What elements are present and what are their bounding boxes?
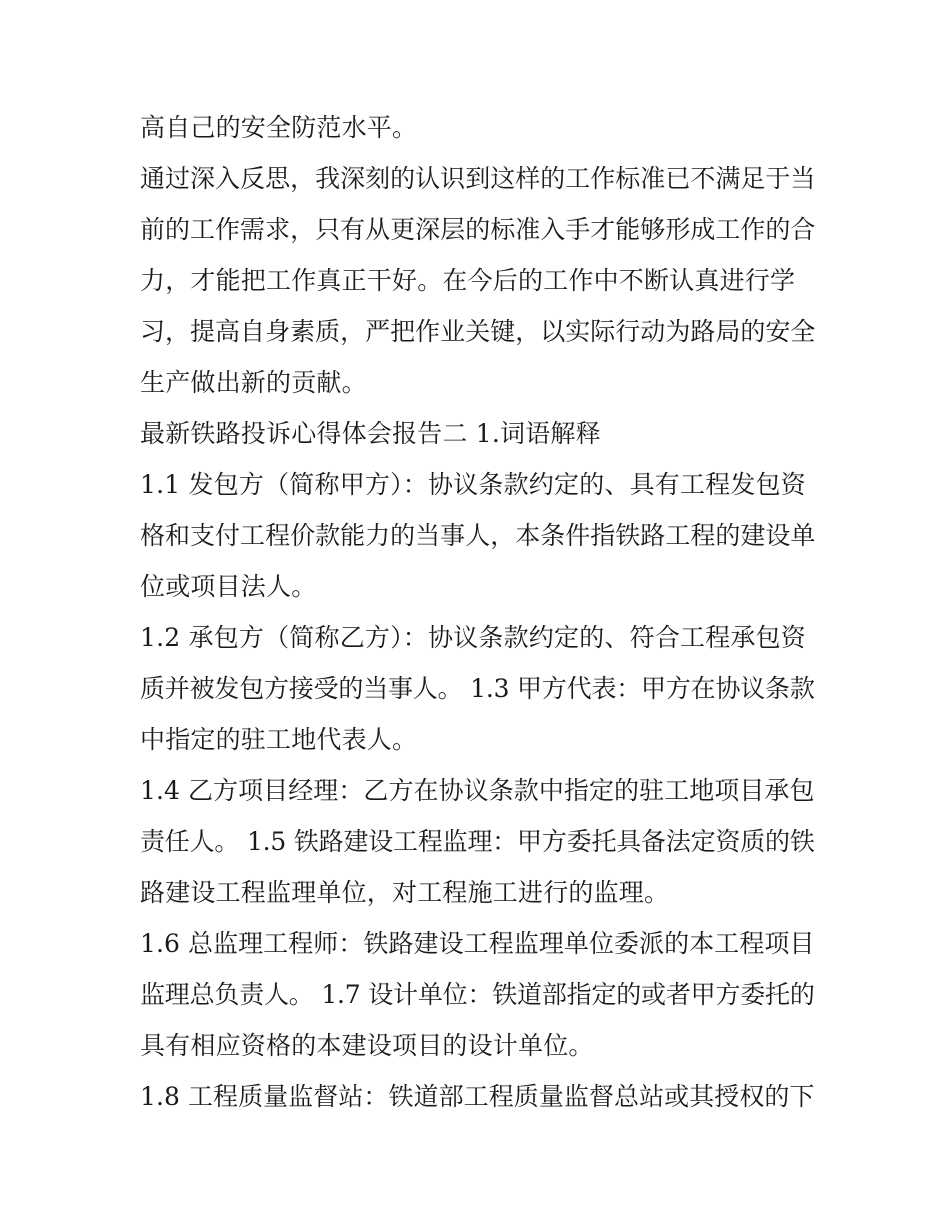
text-line: 1.8 工程质量监督站：铁道部工程质量监督总站或其授权的下 (140, 1082, 815, 1111)
text-line: 高自己的安全防范水平。 (140, 113, 418, 142)
text-line: 1.1 发包方（简称甲方）：协议条款约定的、具有工程发包资 (140, 470, 807, 499)
text-line: 中指定的驻工地代表人。 (140, 725, 418, 754)
text-line: 路建设工程监理单位，对工程施工进行的监理。 (140, 878, 670, 907)
text-line: 质并被发包方接受的当事人。 1.3 甲方代表：甲方在协议条款 (140, 674, 815, 703)
text-line: 前的工作需求，只有从更深层的标准入手才能够形成工作的合 (140, 215, 816, 244)
text-line: 格和支付工程价款能力的当事人，本条件指铁路工程的建设单 (140, 521, 816, 550)
text-line: 监理总负责人。 1.7 设计单位：铁道部指定的或者甲方委托的 (140, 980, 815, 1009)
text-line: 通过深入反思，我深刻的认识到这样的工作标准已不满足于当 (140, 164, 816, 193)
text-line: 力，才能把工作真正干好。在今后的工作中不断认真进行学 (140, 266, 796, 295)
text-line: 1.6 总监理工程师：铁路建设工程监理单位委派的本工程项目 (140, 929, 815, 958)
text-line: 1.4 乙方项目经理：乙方在协议条款中指定的驻工地项目承包 (140, 776, 815, 805)
text-line: 习，提高自身素质，严把作业关键，以实际行动为路局的安全 (140, 317, 816, 346)
text-line: 1.2 承包方（简称乙方）：协议条款约定的、符合工程承包资 (140, 623, 807, 652)
text-line: 位或项目法人。 (140, 572, 317, 601)
text-line: 具有相应资格的本建设项目的设计单位。 (140, 1031, 594, 1060)
text-line: 责任人。 1.5 铁路建设工程监理：甲方委托具备法定资质的铁 (140, 827, 815, 856)
section-heading: 最新铁路投诉心得体会报告二 1.词语解释 (140, 419, 601, 448)
text-line: 生产做出新的贡献。 (140, 368, 367, 397)
